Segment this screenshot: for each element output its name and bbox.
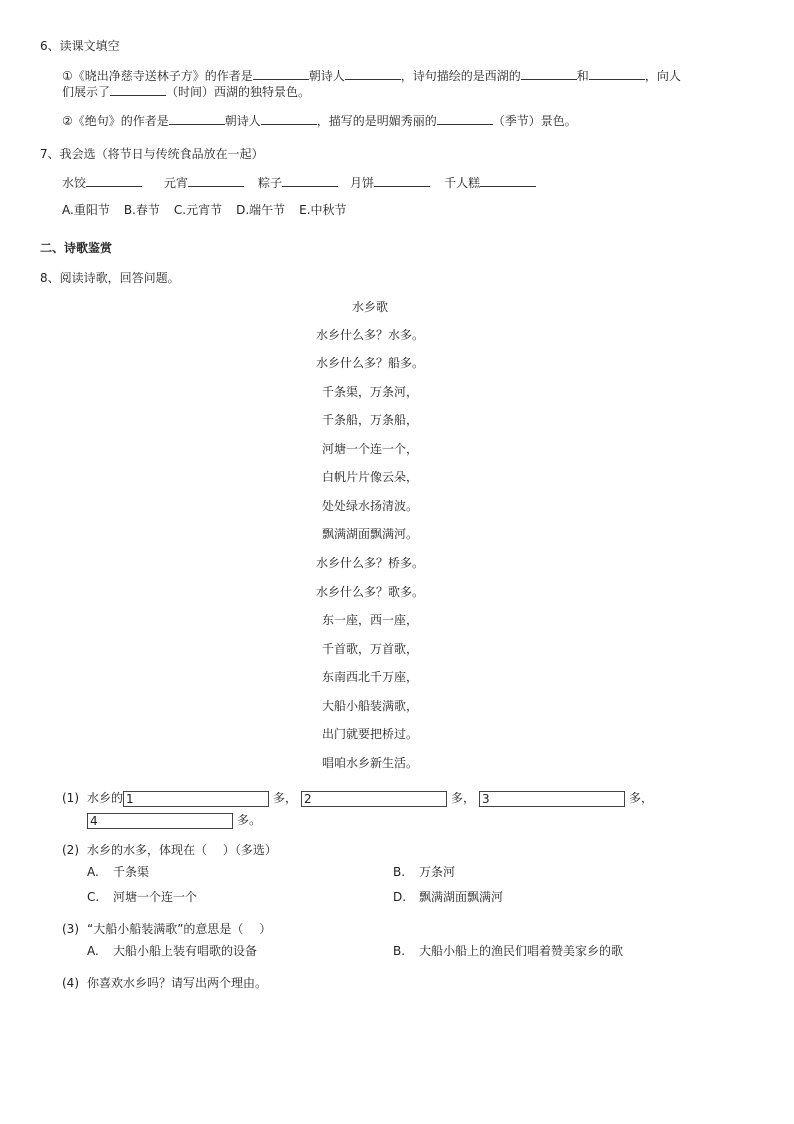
answer-blank[interactable] [188, 174, 244, 187]
answer-blank[interactable] [282, 174, 338, 187]
answer-blank[interactable] [437, 112, 493, 125]
choice-a[interactable] [87, 943, 257, 959]
answer-box-1[interactable]: 1 [123, 791, 269, 807]
q6-text: ，诗句描绘的是西湖的 [400, 69, 521, 83]
option-a[interactable]: A.重阳节 [62, 203, 110, 217]
option-d[interactable]: D.端午节 [236, 203, 286, 217]
poem-line: 水乡什么多？船多。 [315, 356, 424, 370]
answer-blank[interactable] [169, 112, 225, 125]
food-label: 水饺 [62, 176, 87, 190]
poem-line: 千首歌，万首歌， [321, 642, 418, 656]
sub1-end: 多， [629, 791, 654, 805]
q6-line1 [62, 67, 681, 84]
q6-line2 [62, 83, 310, 100]
poem-line: 水乡什么多？水多。 [315, 328, 424, 342]
q7-title: 7、我会选（将节日与传统食品放在一起） [40, 147, 264, 161]
q6-text: ，向人 [644, 69, 681, 83]
answer-box-3[interactable]: 3 [479, 791, 625, 807]
q6-text: ，描写的是明媚秀丽的 [316, 114, 437, 128]
q6-text: （季节）景色。 [492, 114, 577, 128]
answer-box-4[interactable]: 4 [87, 813, 233, 829]
q8-title: 8、阅读诗歌，回答问题。 [40, 271, 180, 285]
sub4-question: 你喜欢水乡吗？请写出两个理由。 [87, 976, 268, 990]
sub2-number: (2) [62, 843, 79, 857]
q6-text: 朝诗人 [224, 114, 261, 128]
food-label: 元宵 [164, 176, 189, 190]
answer-blank[interactable] [480, 174, 536, 187]
choice-letter: A. [87, 865, 99, 879]
choice-b[interactable] [393, 864, 455, 880]
sub1-sep: 多， [273, 791, 298, 805]
poem-line: 东一座，西一座， [321, 613, 418, 627]
q6-text: 们展示了 [62, 85, 111, 99]
poem-line: 唱咱水乡新生活。 [321, 756, 418, 770]
choice-a[interactable] [87, 864, 149, 880]
choice-c[interactable] [87, 889, 197, 905]
choice-d[interactable] [393, 889, 503, 905]
poem-line: 白帆片片像云朵， [321, 470, 418, 484]
q6-text: 和 [576, 69, 589, 83]
q6-title: 6、读课文填空 [40, 39, 120, 53]
choice-letter: D. [393, 890, 407, 904]
poem-line: 千条渠，万条河， [321, 385, 418, 399]
answer-blank[interactable] [110, 83, 166, 96]
q6-text: ②《绝句》的作者是 [62, 114, 169, 128]
section-title: 二、诗歌鉴赏 [40, 241, 113, 255]
choice-b[interactable] [393, 943, 623, 959]
sub3-number: (3) [62, 922, 79, 936]
sub1-prefix: 水乡的 [87, 791, 124, 805]
poem-title: 水乡歌 [351, 300, 388, 314]
option-c[interactable]: C.元宵节 [173, 203, 223, 217]
choice-letter: A. [87, 944, 99, 958]
poem-line: 河塘一个连一个， [321, 442, 418, 456]
sub1-sep: 多， [451, 791, 476, 805]
q6-line3 [62, 112, 577, 129]
choice-text: 大船小船上的渔民们唱着赞美家乡的歌 [419, 944, 624, 958]
answer-blank[interactable] [374, 174, 430, 187]
poem-line: 大船小船装满歌， [321, 699, 418, 713]
choice-text: 河塘一个连一个 [113, 890, 198, 904]
choice-letter: B. [393, 865, 406, 879]
poem-line: 处处绿水扬清波。 [321, 499, 418, 513]
answer-box-2[interactable]: 2 [301, 791, 447, 807]
poem-line: 出门就要把桥过。 [321, 727, 418, 741]
sub2-question: 水乡的水多，体现在（ ）（多选） [87, 843, 277, 857]
choice-text: 万条河 [419, 865, 456, 879]
food-label: 月饼 [350, 176, 375, 190]
food-label: 千人糕 [444, 176, 481, 190]
food-label: 粽子 [258, 176, 283, 190]
q6-text: ①《晓出净慈寺送林子方》的作者是 [62, 69, 253, 83]
answer-blank[interactable] [521, 67, 577, 80]
option-e[interactable]: E.中秋节 [299, 203, 347, 217]
choice-text: 大船小船上装有唱歌的设备 [113, 944, 258, 958]
poem-line: 东南西北千万座， [321, 670, 418, 684]
answer-blank[interactable] [261, 112, 317, 125]
sub1-last-end: 多。 [237, 813, 262, 827]
poem-line: 水乡什么多？歌多。 [315, 585, 424, 599]
answer-blank[interactable] [589, 67, 645, 80]
choice-text: 千条渠 [113, 865, 150, 879]
option-b[interactable]: B.春节 [123, 203, 160, 217]
poem-line: 飘满湖面飘满河。 [321, 527, 418, 541]
poem-line: 千条船，万条船， [321, 413, 418, 427]
poem-line: 水乡什么多？桥多。 [315, 556, 424, 570]
sub1-row2 [87, 812, 265, 829]
q6-text: 朝诗人 [308, 69, 345, 83]
answer-blank[interactable] [253, 67, 309, 80]
sub1-number: (1) [62, 791, 79, 805]
choice-letter: C. [87, 890, 100, 904]
answer-blank[interactable] [86, 174, 142, 187]
choice-text: 飘满湖面飘满河 [419, 890, 504, 904]
sub3-question: “大船小船装满歌”的意思是（ ） [87, 922, 272, 936]
sub1-row1 [87, 790, 657, 807]
q7-foods [62, 174, 536, 191]
choice-letter: B. [393, 944, 406, 958]
q7-options [62, 202, 361, 218]
answer-blank[interactable] [345, 67, 401, 80]
sub4-number: (4) [62, 976, 79, 990]
q6-text: （时间）西湖的独特景色。 [166, 85, 311, 99]
